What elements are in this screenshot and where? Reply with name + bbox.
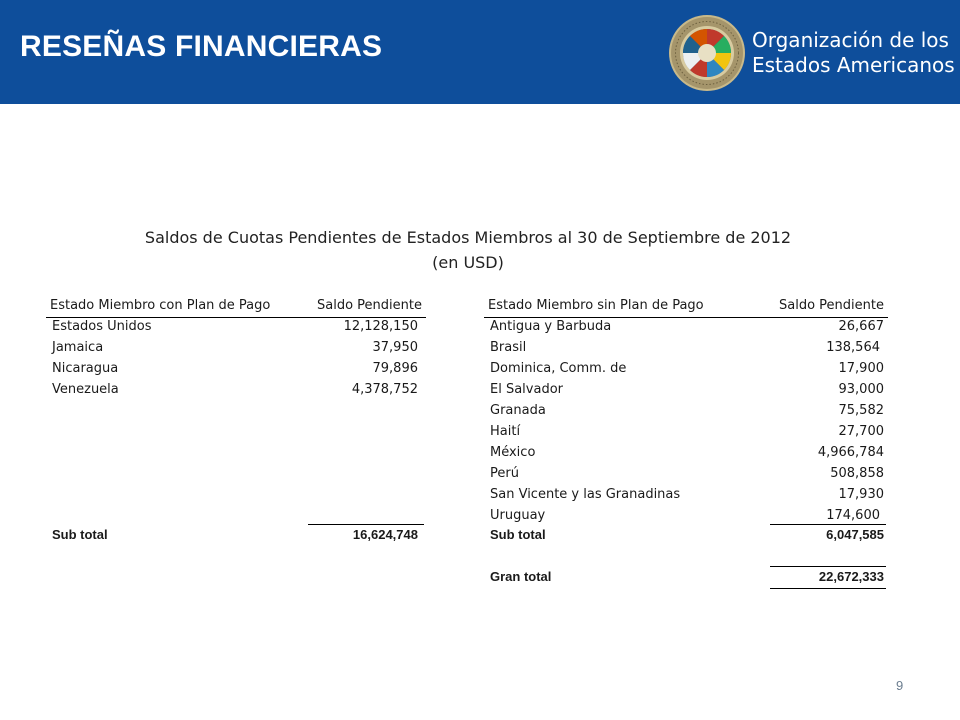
- state-name: Brasil: [490, 340, 527, 355]
- subtotal-value: 16,624,748: [352, 527, 418, 542]
- state-name: Granada: [490, 403, 546, 418]
- page-title: RESEÑAS FINANCIERAS: [20, 30, 383, 63]
- grand-total-value: 22,672,333: [818, 569, 884, 584]
- balance-value: 508,858: [830, 466, 884, 481]
- table-row: [484, 317, 888, 337]
- table-row: [46, 359, 426, 379]
- grand-total-row: [484, 567, 888, 587]
- table-row: [484, 422, 888, 442]
- table-row: [484, 485, 888, 505]
- table-row: [484, 338, 888, 358]
- state-name: El Salvador: [490, 382, 563, 397]
- balance-value: 75,582: [838, 403, 884, 418]
- column-header-state: Estado Miembro con Plan de Pago: [50, 298, 271, 313]
- report-title: Saldos de Cuotas Pendientes de Estados Miembros al 30 de Septiembre de 2012: [144, 228, 792, 247]
- subtotal-row: [484, 525, 888, 545]
- subtotal-row: [46, 525, 426, 545]
- state-name: México: [490, 445, 536, 460]
- header-banner: [0, 0, 960, 104]
- column-header-state: Estado Miembro sin Plan de Pago: [488, 298, 704, 313]
- table-header-row: [46, 296, 426, 316]
- table-row: [484, 443, 888, 463]
- org-name-line-2: Estados Americanos: [752, 53, 955, 77]
- state-name: Uruguay: [490, 508, 546, 523]
- table-with-payment-plan: [46, 296, 426, 556]
- table-row: [484, 401, 888, 421]
- state-name: Jamaica: [52, 340, 104, 355]
- table-row: [484, 464, 888, 484]
- state-name: Dominica, Comm. de: [490, 361, 627, 376]
- state-name: Venezuela: [52, 382, 119, 397]
- state-name: Estados Unidos: [52, 319, 152, 334]
- page-number: 9: [896, 678, 904, 693]
- table-row: [46, 380, 426, 400]
- oas-seal-logo: [668, 14, 746, 92]
- report-subtitle: (en USD): [432, 253, 504, 272]
- subtotal-label: Sub total: [490, 527, 546, 542]
- balance-value: 138,564: [826, 340, 880, 355]
- balance-value: 26,667: [838, 319, 884, 334]
- state-name: Nicaragua: [52, 361, 119, 376]
- table-header-row: [484, 296, 888, 316]
- balance-value: 37,950: [372, 340, 418, 355]
- table-without-payment-plan: [484, 296, 888, 596]
- state-name: Perú: [490, 466, 519, 481]
- subtotal-label: Sub total: [52, 527, 108, 542]
- org-name-line-1: Organización de los: [752, 28, 949, 52]
- table-row: [484, 380, 888, 400]
- state-name: Antigua y Barbuda: [490, 319, 612, 334]
- state-name: Haití: [490, 424, 521, 439]
- subtotal-value: 6,047,585: [826, 527, 884, 542]
- table-row: [484, 359, 888, 379]
- balance-value: 4,966,784: [817, 445, 884, 460]
- balance-value: 27,700: [838, 424, 884, 439]
- table-row: [46, 317, 426, 337]
- balance-value: 17,930: [838, 487, 884, 502]
- column-header-balance: Saldo Pendiente: [317, 298, 422, 313]
- balance-value: 12,128,150: [343, 319, 418, 334]
- column-header-balance: Saldo Pendiente: [779, 298, 884, 313]
- balance-value: 174,600: [826, 508, 880, 523]
- grand-total-label: Gran total: [490, 569, 552, 584]
- balance-value: 4,378,752: [351, 382, 418, 397]
- balance-value: 17,900: [838, 361, 884, 376]
- organization-name: [752, 28, 955, 78]
- grand-total-divider-bottom: [770, 588, 886, 589]
- state-name: San Vicente y las Granadinas: [490, 487, 681, 502]
- balance-value: 79,896: [372, 361, 418, 376]
- balance-value: 93,000: [838, 382, 884, 397]
- table-row: [484, 506, 888, 526]
- table-row: [46, 338, 426, 358]
